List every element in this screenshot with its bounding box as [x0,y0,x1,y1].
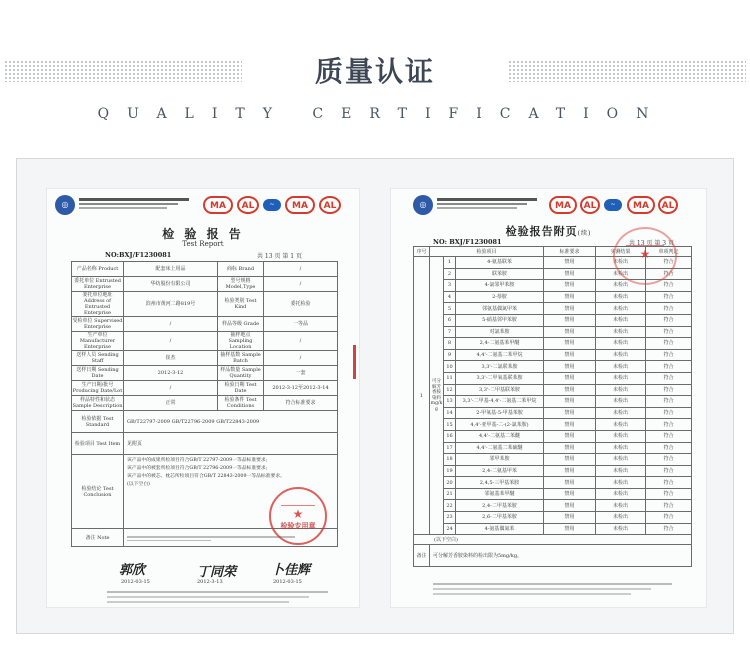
item-index: 22 [444,500,456,512]
item-index: 23 [444,512,456,524]
standard-value: GB/T22797-2009 GB/T22796-2009 GB/T22843-2009 [124,411,338,433]
appendix-document [391,189,706,607]
item-index: 3 [444,280,456,292]
cal-logo-2: AL [319,196,341,214]
section-title: 质量认证 [314,55,435,88]
item-judgement: 符合 [646,454,692,466]
col-header-item: 检验项目 [430,247,544,257]
field-label-2: 检验类别 Test Kind [218,292,264,317]
item-name: 3,3'-二甲基联苯胺 [456,384,544,396]
field-value: / [124,381,218,396]
report-info-row [72,292,338,317]
item-judgement: 符合 [646,477,692,489]
item-result: 未检出 [596,326,646,338]
item-judgement: 符合 [646,280,692,292]
field-value-2: 2012-3-12至2012-3-14 [264,381,338,396]
item-result: 未检出 [596,430,646,442]
item-name: 3,3'-二甲氧基联苯胺 [456,372,544,384]
item-result: 未检出 [596,257,646,269]
item-result: 未检出 [596,477,646,489]
item-judgement: 符合 [646,512,692,524]
field-label: 样品特性和状态 Sample Description [72,397,123,409]
appendix-row [414,384,692,396]
item-requirement: 禁用 [544,407,596,419]
field-value: 滨州市黄河二路819号 [124,292,218,317]
field-label-2: 检验日期 Test Date [218,381,264,396]
item-requirement: 禁用 [544,419,596,431]
field-value-2: 符合标准要求 [264,396,338,411]
item-name: 邻氨基苯甲醚 [456,488,544,500]
item-index: 21 [444,488,456,500]
item-requirement: 禁用 [544,361,596,373]
appendix-report-number: NO: BXJ/F1230081 [433,238,502,246]
appendix-footer-address [433,581,693,595]
item-index: 1 [444,257,456,269]
appendix-cal-logo-2: AL [658,196,678,214]
date-reviewer: 2012-3-13 [197,579,223,585]
appendix-row [414,361,692,373]
item-judgement: 符合 [646,372,692,384]
field-label: 委托单位地址 Address of Entrusted Enterprise [72,292,124,317]
test-report-document [47,189,359,607]
appendix-row [414,454,692,466]
item-judgement: 符合 [646,361,692,373]
col-header-index: 序号 [414,247,430,257]
field-label: 送样日期 Sending Date [72,366,124,381]
item-name: 2,4,5-三甲基苯胺 [456,477,544,489]
section-subtitle: QUALITY CERTIFICATION [97,106,667,122]
item-result: 未检出 [596,338,646,350]
item-name: 2,4-二氨基甲苯 [456,465,544,477]
item-name: 4,4'-二氨基二苯醚 [456,430,544,442]
report-info-row [72,332,338,351]
appendix-logo-row [399,195,698,217]
field-label-2: 样品等级 Grade [218,317,264,332]
item-result: 未检出 [596,523,646,535]
item-judgement: 符合 [646,384,692,396]
item-judgement: 符合 [646,465,692,477]
item-requirement: 禁用 [544,477,596,489]
report-logo-row [55,195,351,217]
report-info-row [72,366,338,381]
item-result: 未检出 [596,512,646,524]
report-info-row [72,396,338,411]
item-name: 邻氨基偶氮甲苯 [456,303,544,315]
item-label: 检验项目 Test Item [72,433,124,455]
conclusion-line: 该产品中的成果所检项目符合GB/T 22797-2009一等品标准要求; [127,458,268,463]
item-index: 10 [444,361,456,373]
item-judgement: 符合 [646,430,692,442]
appendix-row [414,303,692,315]
appendix-row [414,407,692,419]
item-result: 未检出 [596,442,646,454]
item-index: 5 [444,303,456,315]
item-judgement: 符合 [646,396,692,408]
standard-label: 检验依据 Test Standard [72,411,124,433]
item-judgement: 符合 [646,257,692,269]
item-name: 4-氨基联苯 [456,257,544,269]
item-index: 11 [444,372,456,384]
field-value: 华纺股份有限公司 [124,277,218,292]
item-judgement: 符合 [646,268,692,280]
appendix-row [414,488,692,500]
item-result: 未检出 [596,361,646,373]
certificate-panel [16,158,734,634]
field-value-2: / [264,262,338,277]
field-label: 产品名称 Product [72,262,124,277]
item-requirement: 禁用 [544,500,596,512]
appendix-cnas-icon: ~ [604,199,622,211]
item-index: 18 [444,454,456,466]
item-name: 2,6-二甲基苯胺 [456,512,544,524]
item-judgement: 符合 [646,349,692,361]
group-index: 1 [414,257,430,535]
item-requirement: 禁用 [544,465,596,477]
report-number: NO:BXJ/F1230081 [105,251,172,259]
conclusion-label: 检验结论 Test Conclusion [72,455,124,529]
field-label: 生产单位 Manufacturer Enterprise [72,332,124,351]
appendix-row [414,465,692,477]
item-result: 未检出 [596,349,646,361]
item-name: 3,3'-二甲基-4,4'-二氨基二苯甲烷 [456,396,544,408]
item-result: 未检出 [596,280,646,292]
field-label-2: 型号规格 Model,Type [218,277,264,292]
report-info-row [72,277,338,292]
field-value-2: / [264,277,338,292]
item-judgement: 符合 [646,419,692,431]
field-value: / [124,332,218,351]
conclusion-line: (以下空白) [127,482,150,487]
item-result: 未检出 [596,303,646,315]
item-requirement: 禁用 [544,430,596,442]
item-index: 12 [444,384,456,396]
field-label-2: 抽样基数 Sample Batch [218,351,264,366]
field-label-2: 商标 Brand [218,262,264,277]
report-subtitle: Test Report [182,240,224,248]
col-header-result: 实测结果 [596,247,646,257]
item-result: 未检出 [596,314,646,326]
appendix-table [413,246,692,567]
appendix-cal-logo: AL [580,196,600,214]
item-requirement: 禁用 [544,454,596,466]
conclusion-line: 该产品中的被芯、枕芯所检项目符合GB/T 22843-2009一等品标准要求。 [127,474,285,479]
item-name: 2-甲氧基-5-甲基苯胺 [456,407,544,419]
conclusion-line: 该产品中的被套所检项目符合GB/T 22796-2009一等品标准要求; [127,466,268,471]
appendix-row [414,314,692,326]
item-index: 2 [444,268,456,280]
item-requirement: 禁用 [544,280,596,292]
item-index: 8 [444,338,456,350]
appendix-row [414,512,692,524]
item-name: 联苯胺 [456,268,544,280]
item-index: 9 [444,349,456,361]
item-index: 15 [444,419,456,431]
field-value: 配套床上用品 [124,262,218,277]
item-judgement: 符合 [646,442,692,454]
appendix-row [414,291,692,303]
field-value-2: 一等品 [264,317,338,332]
report-info-row [72,317,338,332]
item-requirement: 禁用 [544,257,596,269]
item-index: 17 [444,442,456,454]
item-name: 4-氨基偶氮苯 [456,523,544,535]
appendix-row [414,500,692,512]
item-judgement: 符合 [646,303,692,315]
appendix-page-info: 共 13 页 第 3 页 [629,240,674,247]
item-judgement: 符合 [646,500,692,512]
appendix-remark-label: 备注 [414,545,430,567]
item-name: 2-萘胺 [456,291,544,303]
field-value-2: / [264,351,338,366]
item-requirement: 禁用 [544,488,596,500]
item-requirement: 禁用 [544,349,596,361]
item-judgement: 符合 [646,488,692,500]
scan-edge-mark [353,345,356,379]
signature-tester: 卜佳辉 [271,563,311,578]
appendix-official-seal: ★ [613,227,677,285]
item-result: 未检出 [596,419,646,431]
item-name: 2,4-二甲基苯胺 [456,500,544,512]
field-label: 受检单位 Supervised Enterprise [72,318,123,330]
item-name: 对氯苯胺 [456,326,544,338]
appendix-row [414,372,692,384]
item-result: 未检出 [596,454,646,466]
field-value: 正常 [124,396,218,411]
item-result: 未检出 [596,465,646,477]
item-judgement: 符合 [646,338,692,350]
item-name: 4-氯邻甲苯胺 [456,280,544,292]
item-result: 未检出 [596,291,646,303]
appendix-row [414,442,692,454]
appendix-row [414,326,692,338]
appendix-row [414,396,692,408]
field-label: 委托单位 Entrusted Enterprise [72,277,124,292]
item-requirement: 禁用 [544,523,596,535]
appendix-cma-logo: MA [549,196,577,214]
item-requirement: 禁用 [544,303,596,315]
appendix-globe-icon: ◎ [413,195,433,215]
cma-logo: MA [203,196,233,214]
item-index: 19 [444,465,456,477]
appendix-row [414,523,692,535]
appendix-row [414,338,692,350]
item-result: 未检出 [596,372,646,384]
note-label: 备注 Note [72,529,124,547]
item-index: 7 [444,326,456,338]
item-index: 4 [444,291,456,303]
conclusion-text [127,457,334,489]
item-requirement: 禁用 [544,396,596,408]
field-label-2: 检验条件 Test Conditions [218,396,264,411]
item-name: 3,3'-二氯联苯胺 [456,361,544,373]
item-judgement: 符合 [646,326,692,338]
item-result: 未检出 [596,268,646,280]
report-page-info: 共 13 页 第 1 页 [257,253,302,260]
item-name: 4,4'-亚甲基-二-(2-氯苯胺) [456,419,544,431]
item-name: 4,4'-二氨基二苯甲烷 [456,349,544,361]
appendix-blank-note: (以下空白) [414,535,692,545]
appendix-row [414,477,692,489]
item-name: 2,4-二氨基苯甲醚 [456,338,544,350]
item-index: 24 [444,523,456,535]
item-requirement: 禁用 [544,314,596,326]
item-result: 未检出 [596,396,646,408]
appendix-title-text: 检验报告附页 [505,225,578,238]
field-label: 生产日期/批号 Producing Date/Lot [72,382,123,394]
field-label-2: 抽样地点 Sampling Location [218,332,264,351]
appendix-row [414,430,692,442]
item-requirement: 禁用 [544,338,596,350]
field-value: 崔杰 [124,351,218,366]
item-judgement: 符合 [646,291,692,303]
group-label: 可分解芳香胺染料 mg/kg [430,257,444,535]
seal-label: 检验专用章 [280,522,316,531]
item-result: 未检出 [596,488,646,500]
item-judgement: 符合 [646,523,692,535]
item-name: 邻甲苯胺 [456,454,544,466]
field-value-2: 委托检验 [264,292,338,317]
item-judgement: 符合 [646,407,692,419]
cnas-logo-icon: ~ [263,199,281,211]
report-title: 检 验 报 告 [162,227,244,241]
item-index: 20 [444,477,456,489]
item-name: 4,4'-二氨基二苯硫醚 [456,442,544,454]
signature-approver: 郭欣 [119,563,146,578]
item-value: 见附页 [124,433,338,455]
item-requirement: 禁用 [544,442,596,454]
institute-name-graphic [79,197,189,213]
item-requirement: 禁用 [544,512,596,524]
appendix-institute-graphic [437,197,537,213]
appendix-title-suffix: (续) [577,230,592,237]
date-approver: 2012-03-15 [121,579,150,585]
item-requirement: 禁用 [544,384,596,396]
item-requirement: 禁用 [544,291,596,303]
item-result: 未检出 [596,407,646,419]
item-index: 13 [444,396,456,408]
item-requirement: 禁用 [544,326,596,338]
appendix-row [414,349,692,361]
item-requirement: 禁用 [544,372,596,384]
report-info-row [72,381,338,396]
item-judgement: 符合 [646,314,692,326]
report-footer-address [107,589,347,603]
date-tester: 2012-03-15 [273,579,302,585]
item-index: 6 [444,314,456,326]
field-label-2: 样品数量 Sample Quantity [218,366,264,381]
field-label: 送样人员 Sending Staff [72,351,124,366]
institute-globe-icon: ◎ [55,195,75,215]
item-requirement: 禁用 [544,268,596,280]
field-value-2: 一套 [264,366,338,381]
field-value-2: / [264,332,338,351]
item-name: 5-硝基邻甲苯胺 [456,314,544,326]
signature-reviewer: 丁同荣 [197,565,237,580]
report-info-row [72,351,338,366]
item-index: 14 [444,407,456,419]
appendix-remark: 可分解芳香胺染料的检出限为5mg/kg。 [430,545,692,567]
page-header [0,0,750,150]
item-result: 未检出 [596,384,646,396]
appendix-cma-logo-2: MA [627,196,655,214]
col-header-judgement: 单项判定 [646,247,692,257]
appendix-row [414,419,692,431]
item-result: 未检出 [596,500,646,512]
cma-logo-2: MA [285,196,315,214]
report-info-row [72,262,338,277]
item-index: 16 [444,430,456,442]
cal-logo: AL [237,196,259,214]
field-value: 2012-3-12 [124,366,218,381]
col-header-requirement: 标准要求 [544,247,596,257]
field-value: / [124,317,218,332]
report-official-seal: ★ 检验专用章 [269,487,327,545]
